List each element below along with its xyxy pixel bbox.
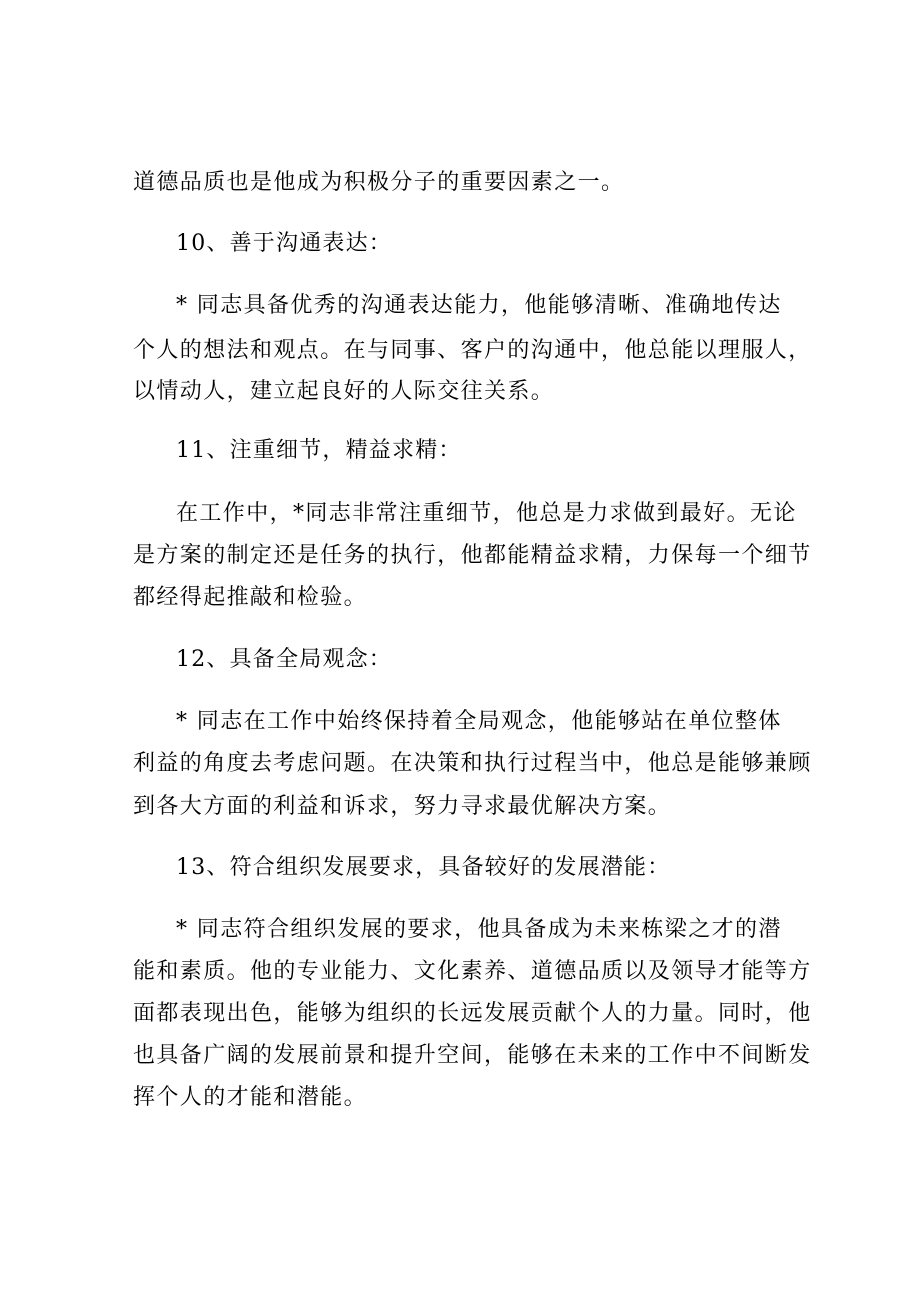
paragraph-line: 也具备广阔的发展前景和提升空间，能够在未来的工作中不间断发 xyxy=(133,1043,812,1068)
section-heading-10: 10、善于沟通表达： xyxy=(176,231,392,256)
paragraph-line: 挥个人的才能和潜能。 xyxy=(133,1085,368,1110)
paragraph-line: 以情动人，建立起良好的人际交往关系。 xyxy=(133,379,555,404)
paragraph-line: 面都表现出色，能够为组织的长远发展贡献个人的力量。同时，他 xyxy=(133,1001,812,1026)
paragraph-line: 都经得起推敲和检验。 xyxy=(133,585,368,610)
paragraph-line: * 同志符合组织发展的要求，他具备成为未来栋梁之才的潜 xyxy=(176,917,782,942)
paragraph-line: 是方案的制定还是任务的执行，他都能精益求精，力保每一个细节 xyxy=(133,543,812,568)
paragraph-line: 到各大方面的利益和诉求，努力寻求最优解决方案。 xyxy=(133,794,672,819)
paragraph-line: 道德品质也是他成为积极分子的重要因素之一。 xyxy=(133,170,625,195)
section-heading-12: 12、具备全局观念： xyxy=(176,647,392,672)
section-heading-11: 11、注重细节，精益求精： xyxy=(176,438,462,463)
section-heading-13: 13、符合组织发展要求，具备较好的发展潜能： xyxy=(176,855,671,880)
paragraph-line: 在工作中，*同志非常注重细节，他总是力求做到最好。无论 xyxy=(176,501,797,526)
paragraph-line: * 同志具备优秀的沟通表达能力，他能够清晰、准确地传达 xyxy=(176,293,782,318)
paragraph-line: 能和素质。他的专业能力、文化素养、道德品质以及领导才能等方 xyxy=(133,959,812,984)
paragraph-line: 个人的想法和观点。在与同事、客户的沟通中，他总能以理服人， xyxy=(133,338,812,363)
paragraph-line: 利益的角度去考虑问题。在决策和执行过程当中，他总是能够兼顾 xyxy=(133,751,812,776)
paragraph-line: * 同志在工作中始终保持着全局观念，他能够站在单位整体 xyxy=(176,709,782,734)
